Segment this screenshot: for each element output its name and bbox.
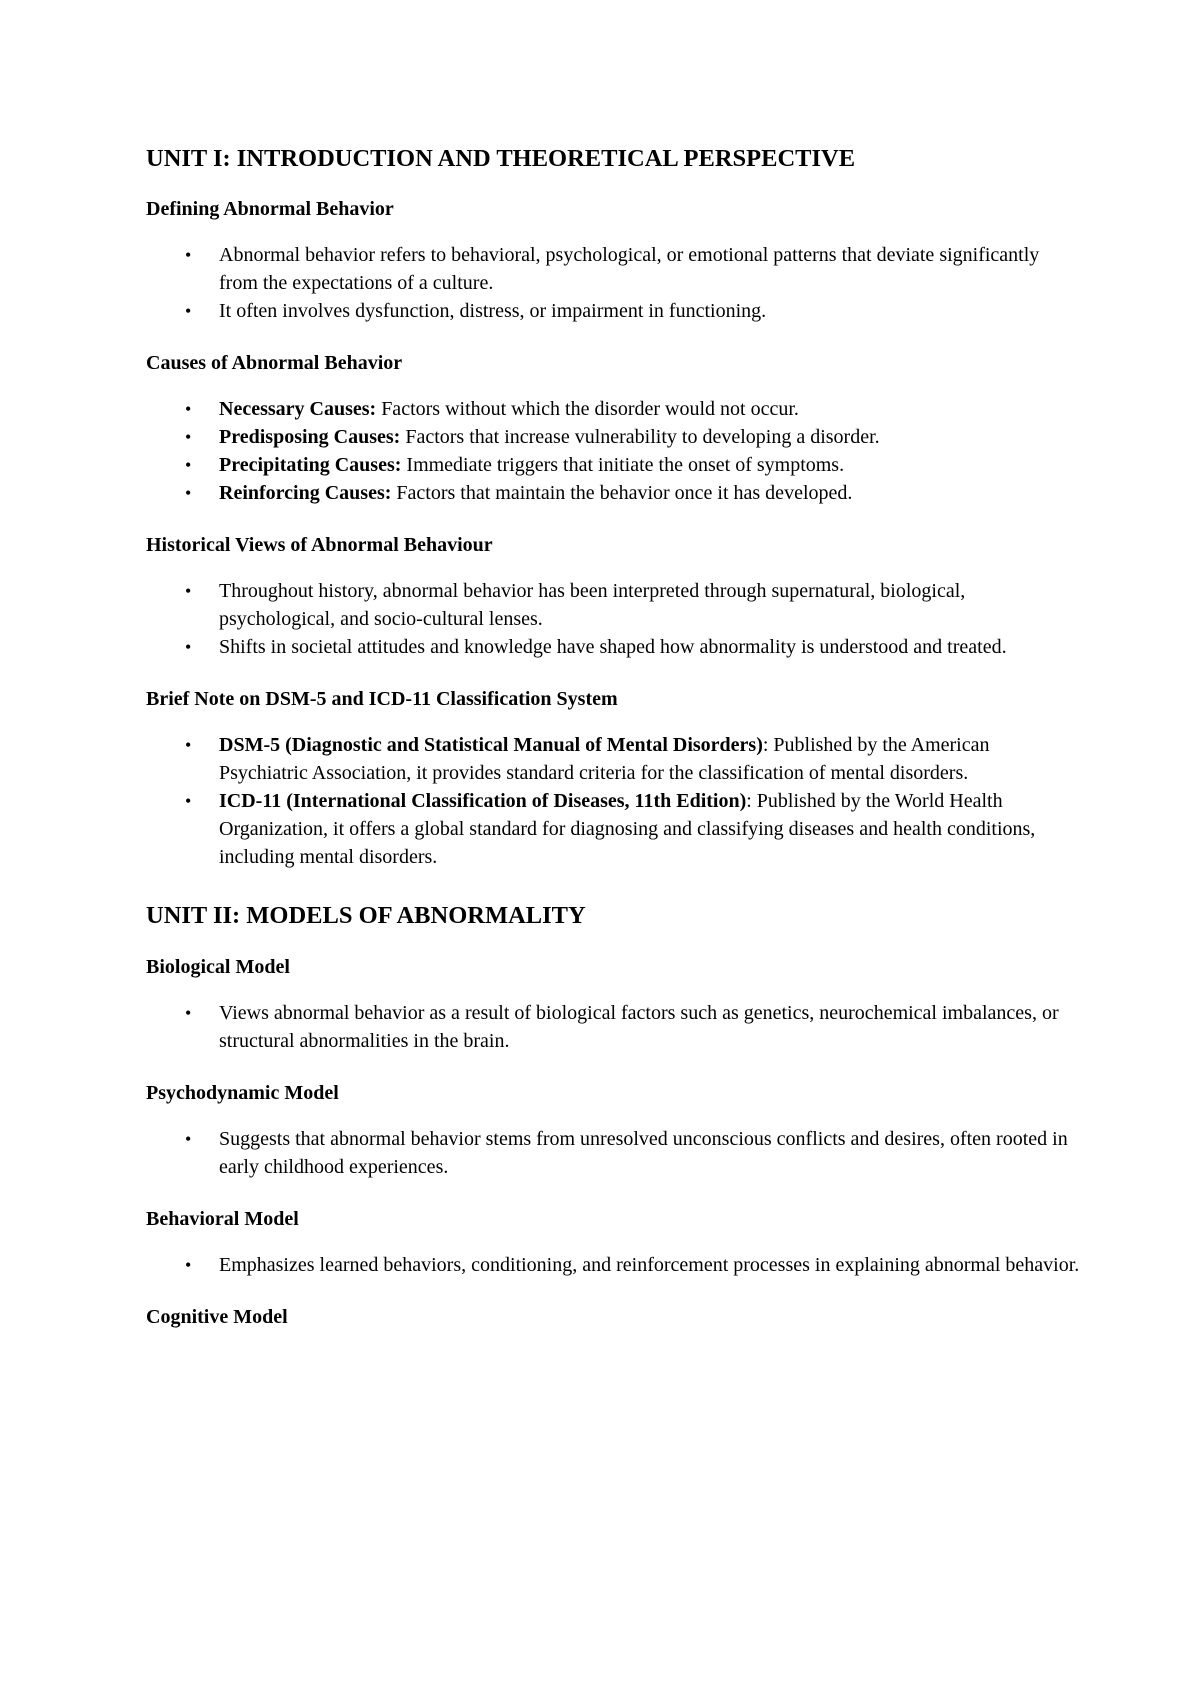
list-item — [146, 451, 1080, 479]
bullet-icon: • — [185, 1254, 192, 1275]
bullet-icon: • — [185, 455, 192, 476]
item-text: Suggests that abnormal behavior stems from unresolved unconscious conflicts and desires, often rooted in early childhood experiences. — [219, 1127, 1068, 1178]
bullet-icon: • — [185, 483, 192, 504]
list-item — [146, 297, 1080, 325]
item-text: Shifts in societal attitudes and knowledge have shaped how abnormality is understood and treated. — [219, 636, 1007, 659]
list-item — [146, 423, 1080, 451]
list-item — [146, 577, 1080, 633]
bullet-icon: • — [185, 581, 192, 602]
list-item — [146, 1251, 1080, 1279]
item-text: Immediate triggers that initiate the onset of symptoms. — [401, 454, 845, 477]
bullet-list — [146, 395, 1080, 507]
item-term: Precipitating Causes: — [219, 454, 402, 477]
section-heading: Biological Model — [146, 955, 290, 978]
unit-title: UNIT I: INTRODUCTION AND THEORETICAL PERSPECTIVE — [146, 145, 856, 172]
list-item — [146, 731, 1080, 787]
item-text: Views abnormal behavior as a result of biological factors such as genetics, neurochemical imbalances, or structural abnormalities in the brain. — [219, 1001, 1059, 1052]
bullet-list — [146, 577, 1080, 661]
item-text: It often involves dysfunction, distress, or impairment in functioning. — [219, 300, 767, 323]
section-heading: Historical Views of Abnormal Behaviour — [146, 534, 493, 557]
item-text: Emphasizes learned behaviors, conditioning, and reinforcement processes in explaining abnormal behavior. — [219, 1253, 1080, 1276]
unit-title: UNIT II: MODELS OF ABNORMALITY — [146, 902, 586, 930]
section-heading: Defining Abnormal Behavior — [146, 198, 394, 221]
item-text: Factors that maintain the behavior once it has developed. — [391, 482, 853, 505]
section-heading: Psychodynamic Model — [146, 1081, 339, 1104]
item-term: Necessary Causes: — [219, 398, 377, 421]
bullet-icon: • — [185, 1002, 192, 1023]
bullet-icon: • — [185, 791, 192, 812]
bullet-icon: • — [185, 1128, 192, 1149]
list-item — [146, 1125, 1080, 1181]
item-text: : Published by the World Health Organization, it offers a global standard for diagnosing and classifying diseases and health conditions, including mental disorders. — [219, 790, 1036, 869]
list-item — [146, 633, 1080, 661]
bullet-icon: • — [185, 399, 192, 420]
item-term: ICD-11 (International Classification of Diseases, 11th Edition) — [219, 790, 747, 813]
section-heading: Brief Note on DSM-5 and ICD-11 Classification System — [146, 688, 618, 711]
item-text: Abnormal behavior refers to behavioral, psychological, or emotional patterns that deviate significantly from the expectations of a culture. — [219, 244, 1040, 295]
item-term: DSM-5 (Diagnostic and Statistical Manual of Mental Disorders) — [219, 734, 763, 757]
bullet-list — [146, 731, 1080, 871]
list-item — [146, 787, 1080, 871]
bullet-icon: • — [185, 735, 192, 756]
bullet-list — [146, 999, 1080, 1055]
bullet-list — [146, 1251, 1080, 1279]
item-text: Factors without which the disorder would not occur. — [376, 398, 799, 421]
item-text: : Published by the American Psychiatric Association, it provides standard criteria for the classification of mental disorders. — [219, 734, 990, 785]
item-text: Factors that increase vulnerability to developing a disorder. — [400, 426, 880, 449]
list-item — [146, 999, 1080, 1055]
bullet-list — [146, 241, 1080, 325]
bullet-icon: • — [185, 637, 192, 658]
list-item — [146, 479, 1080, 507]
bullet-icon: • — [185, 427, 192, 448]
section-heading: Cognitive Model — [146, 1305, 288, 1328]
bullet-icon: • — [185, 301, 192, 322]
list-item — [146, 395, 1080, 423]
section-heading: Causes of Abnormal Behavior — [146, 352, 403, 375]
list-item — [146, 241, 1080, 297]
bullet-icon: • — [185, 245, 192, 266]
bullet-list — [146, 1125, 1080, 1181]
section-heading: Behavioral Model — [146, 1207, 299, 1230]
item-term: Predisposing Causes: — [219, 426, 401, 449]
item-text: Throughout history, abnormal behavior has been interpreted through supernatural, biological, psychological, and socio-cultural lenses. — [219, 580, 966, 631]
item-term: Reinforcing Causes: — [219, 482, 392, 505]
